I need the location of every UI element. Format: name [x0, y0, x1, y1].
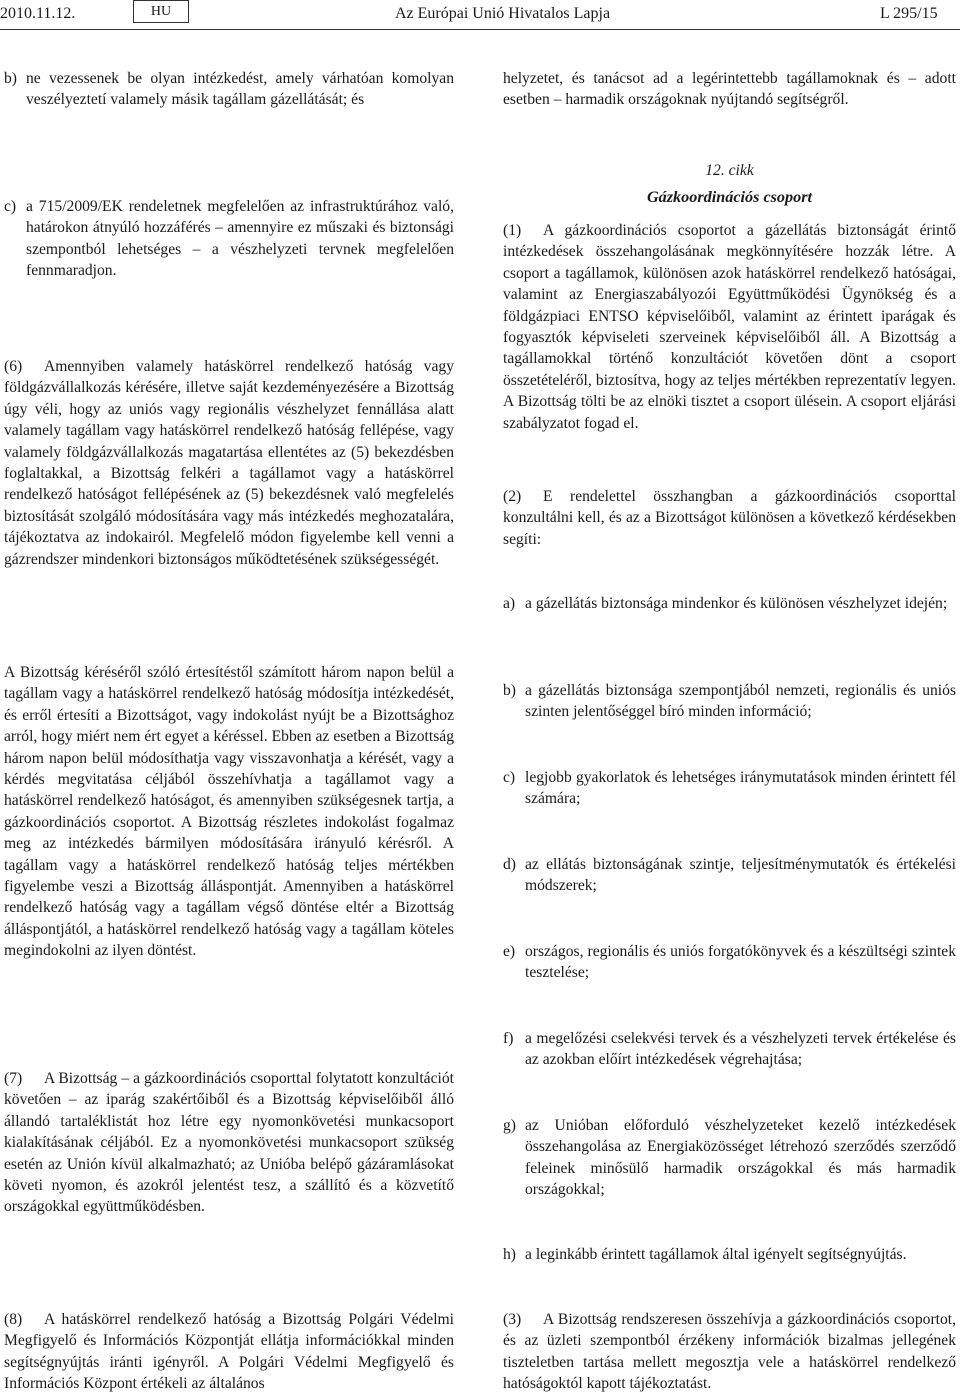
article-title: Gázkoordinációs csoport: [646, 188, 813, 206]
list-item-b: [503, 680, 956, 723]
paragraph-text: A Bizottság – a gázkoordinációs csoporttal folytatott konzultációt követően – az iparág szakértőiből és a Bizottság képviselőiből álló állandó tartaléklistát hoz létre egy nyomonkövetési munkacsoport kialakításának céljából. Ez a nyomonkövetési munkacsoport szükség esetén az Unión kívül alkalmazható; az Unióba belépő gázáramlásokat követi nyomon, és azokról jelentést tesz, a szállító és a közvetítő országokkal együttműködésben.: [4, 1070, 454, 1216]
paragraph-1: [503, 220, 956, 434]
paragraph-number: (7): [4, 1070, 23, 1087]
list-item-c: [503, 767, 956, 810]
list-item-a: [503, 593, 956, 614]
item-text: országos, regionális és uniós forgatókönyvek és a készültségi szintek tesztelése;: [525, 943, 956, 982]
paragraph-text: A Bizottság rendszeresen összehívja a gázkoordinációs csoportot, és az üzleti szempontból érzékeny információk bizalmas jellegének tiszteletben tartása mellett megosztja vele a hatáskörrel rendelkező hatóságoktól kapott tájékoztatást.: [503, 1311, 956, 1393]
list-item-h: [503, 1244, 956, 1265]
journal-header: [0, 0, 960, 30]
paragraph-number: (3): [503, 1311, 522, 1328]
list-item-b: [4, 68, 454, 111]
journal-title: Az Európai Unió Hivatalos Lapja: [395, 5, 611, 22]
paragraph-number: (6): [4, 358, 23, 375]
item-label: c): [503, 769, 516, 786]
list-item-d: [503, 854, 956, 897]
continued-text: helyzetet, és tanácsot ad a legérintettebb tagállamoknak és – adott esetben – harmadik országoknak nyújtandó segítségről.: [503, 70, 956, 109]
item-text: a gázellátás biztonsága szempontjából nemzeti, regionális és uniós szinten jelentőséggel bíró minden információ;: [525, 682, 956, 721]
item-label: b): [503, 682, 516, 699]
paragraph-8: [4, 1309, 454, 1395]
paragraph-number: (8): [4, 1311, 23, 1328]
paragraph-number: (1): [503, 222, 522, 239]
paragraph-6-continued: A Bizottság kéréséről szóló értesítéstől számított három napon belül a tagállam vagy a hatáskörrel rendelkező hatóság módosítja intézkedését, és erről értesíti a Bizottságot, vagy indokolást nyújt be a Bizottsághoz arról, hogy miért nem ért egyet a kéréssel. Ebben az esetben a Bizottság három napon belül módosíthatja vagy visszavonhatja a kérését, vagy a kérdés megvitatása céljából összehívhatja a tagállamot vagy a hatáskörrel rendelkező hatóságot, és amennyiben szükségesnek tartja, a gázkoordinációs csoportot. A Bizottság részletes indokolást fogalmaz meg az intézkedés bármilyen módosítására irányuló kérésről. A tagállam vagy a hatáskörrel rendelkező hatóság teljes mértékben figyelembe veszi a Bizottság álláspontját. Amennyiben a hatáskörrel rendelkező hatóság vagy a tagállam végső döntése eltér a Bizottság álláspontjától, a hatáskörrel rendelkező hatóság vagy a tagállam köteles megindokolni az ilyen döntést.: [4, 664, 454, 960]
item-text: az Unióban előforduló vészhelyzeteket kezelő intézkedések összehangolása az Energiaközösséget létrehozó szerződés szerződő feleinek minősülő harmadik országokkal és más harmadik országokkal;: [525, 1117, 956, 1199]
header-rule: [0, 29, 960, 30]
paragraph-text: A gázkoordinációs csoportot a gázellátás biztonságát érintő intézkedések összehangolásának megkönnyítésére hozzák létre. A csoport a tagállamok, különösen azok hatáskörrel rendelkező hatóságai, valamint az Energiaszabályozói Együttműködési Ügynökség és a földgázpiaci ENTSO képviselőiből, valamint az érintett iparágak és fogyasztók képviseleti szerveinek képviselőiből áll. A Bizottság a tagállamokkal történő konzultációt követően dönt a csoport összetételéről, biztosítva, hogy az teljes mértékben reprezentatív legyen. A Bizottság tölti be az elnöki tisztet a csoport ülésein. A csoport eljárási szabályzatot fogad el.: [503, 222, 956, 432]
item-label: b): [4, 70, 17, 87]
item-label: c): [4, 198, 17, 215]
item-label: e): [503, 943, 516, 960]
item-text: a gázellátás biztonsága mindenkor és különösen vészhelyzet idején;: [525, 595, 948, 612]
paragraph-text: E rendelettel összhangban a gázkoordinációs csoporttal konzultálni kell, és az a Bizottságot különösen a következő kérdésekben segíti:: [503, 488, 956, 548]
item-text: legjobb gyakorlatok és lehetséges iránymutatások minden érintett fél számára;: [525, 769, 956, 808]
item-label: g): [503, 1117, 516, 1134]
language-badge: HU: [133, 0, 189, 23]
paragraph-3: [503, 1309, 956, 1395]
paragraph-number: (2): [503, 488, 522, 505]
list-item-c: [4, 196, 454, 282]
item-label: h): [503, 1246, 516, 1263]
item-text: a leginkább érintett tagállamok által igényelt segítségnyújtás.: [525, 1246, 907, 1263]
item-label: a): [503, 595, 516, 612]
list-item-g: [503, 1115, 956, 1201]
item-text: a megelőzési cselekvési tervek és a vészhelyzeti tervek értékelése és az azokban előírt intézkedések végrehajtása;: [525, 1030, 956, 1069]
paragraph-2: [503, 486, 956, 550]
paragraph-6: [4, 356, 454, 570]
list-item-e: [503, 941, 956, 984]
paragraph-7: [4, 1068, 454, 1218]
header-date: 2010.11.12.: [0, 5, 76, 22]
item-label: f): [503, 1030, 514, 1047]
item-text: ne vezessenek be olyan intézkedést, amely várhatóan komolyan veszélyeztetí valamely másik tagállam gázellátását; és: [26, 70, 454, 109]
article-number: 12. cikk: [705, 162, 754, 179]
list-item-f: [503, 1028, 956, 1071]
paragraph-text: Amennyiben valamely hatáskörrel rendelkező hatóság vagy földgázvállalkozás kérésére, illetve saját kezdeményezésére a Bizottság úgy véli, hogy az uniós vagy regionális vészhelyzet fennállása alatt valamely tagállam vagy hatáskörrel rendelkező hatóság fellépése, vagy valamely földgázvállalkozás magatartása ellentétes az (5) bekezdésben foglaltakkal, a Bizottság felkéri a tagállamot vagy a hatáskörrel rendelkező hatóságot fellépésének az (5) bekezdésnek való megfelelés biztosítását szolgáló módosítására vagy más intézkedés meghozatalára, tájékoztatva az indokairól. Megfelelő módon figyelembe kell venni a gázrendszer mindenkori biztonságos működtetésének szükségességét.: [4, 358, 454, 568]
page-reference: L 295/15: [880, 5, 938, 22]
item-label: d): [503, 856, 516, 873]
paragraph-text: A hatáskörrel rendelkező hatóság a Bizottság Polgári Védelmi Megfigyelő és Információs Központját ellátja információkkal minden segítségnyújtás iránti igényről. A Polgári Védelmi Megfigyelő és Információs Központ értékeli az általános: [4, 1311, 454, 1393]
item-text: az ellátás biztonságának szintje, teljesítménymutatók és értékelési módszerek;: [525, 856, 956, 895]
item-text: a 715/2009/EK rendeletnek megfelelően az infrastruktúrához való, határokon átnyúló hozzáférés – amennyire ez műszaki és biztonsági szempontból lehetséges – a vészhelyzeti tervnek megfelelően fennmaradjon.: [26, 198, 454, 280]
